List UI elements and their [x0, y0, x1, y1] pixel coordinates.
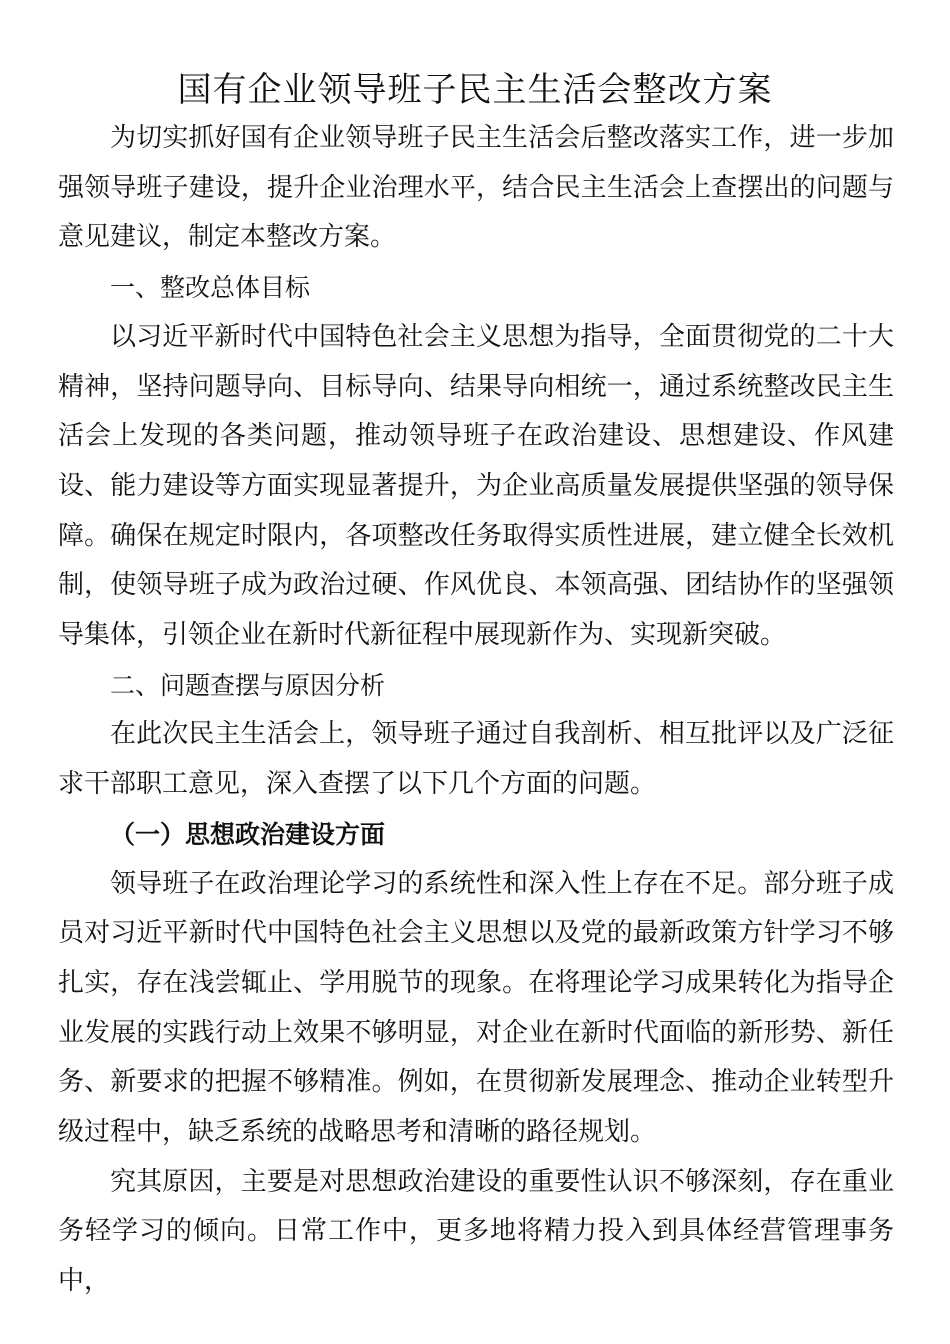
subsection-1-heading: （一）思想政治建设方面	[110, 819, 386, 849]
section-1-paragraph: 以习近平新时代中国特色社会主义思想为指导，全面贯彻党的二十大精神，坚持问题导向、目标导向、结果导向相统一，通过系统整改民主生活会上发现的各类问题，推动领导班子在政治建设、思想建设、作风建设、能力建设等方面实现显著提升，为企业高质量发展提供坚强的领导保障。确保在规定时限内，各项整改任务取得实质性进展，建立健全长效机制，使领导班子成为政治过硬、作风优良、本领高强、团结协作的坚强领导集体，引领企业在新时代新征程中展现新作为、实现新突破。	[58, 321, 894, 651]
intro-paragraph: 为切实抓好国有企业领导班子民主生活会后整改落实工作，进一步加强领导班子建设，提升企业治理水平，结合民主生活会上查摆出的问题与意见建议，制定本整改方案。	[58, 123, 894, 253]
subsection-1-paragraph-2: 究其原因，主要是对思想政治建设的重要性认识不够深刻，存在重业务轻学习的倾向。日常工作中，更多地将精力投入到具体经营管理事务中，	[58, 1166, 894, 1297]
section-1-heading: 一、整改总体目标	[110, 273, 311, 303]
section-2-heading: 二、问题查摆与原因分析	[110, 670, 386, 700]
subsection-1-paragraph-1: 领导班子在政治理论学习的系统性和深入性上存在不足。部分班子成员对习近平新时代中国特色社会主义思想以及党的最新政策方针学习不够扎实，存在浅尝辄止、学用脱节的现象。在将理论学习成果转化为指导企业发展的实践行动上效果不够明显，对企业在新时代面临的新形势、新任务、新要求的把握不够精准。例如，在贯彻新发展理念、推动企业转型升级过程中，缺乏系统的战略思考和清晰的路径规划。	[58, 868, 894, 1148]
section-2-paragraph: 在此次民主生活会上，领导班子通过自我剖析、相互批评以及广泛征求干部职工意见，深入查摆了以下几个方面的问题。	[58, 719, 894, 800]
document-title: 国有企业领导班子民主生活会整改方案	[177, 70, 773, 110]
document-body	[58, 114, 894, 1307]
